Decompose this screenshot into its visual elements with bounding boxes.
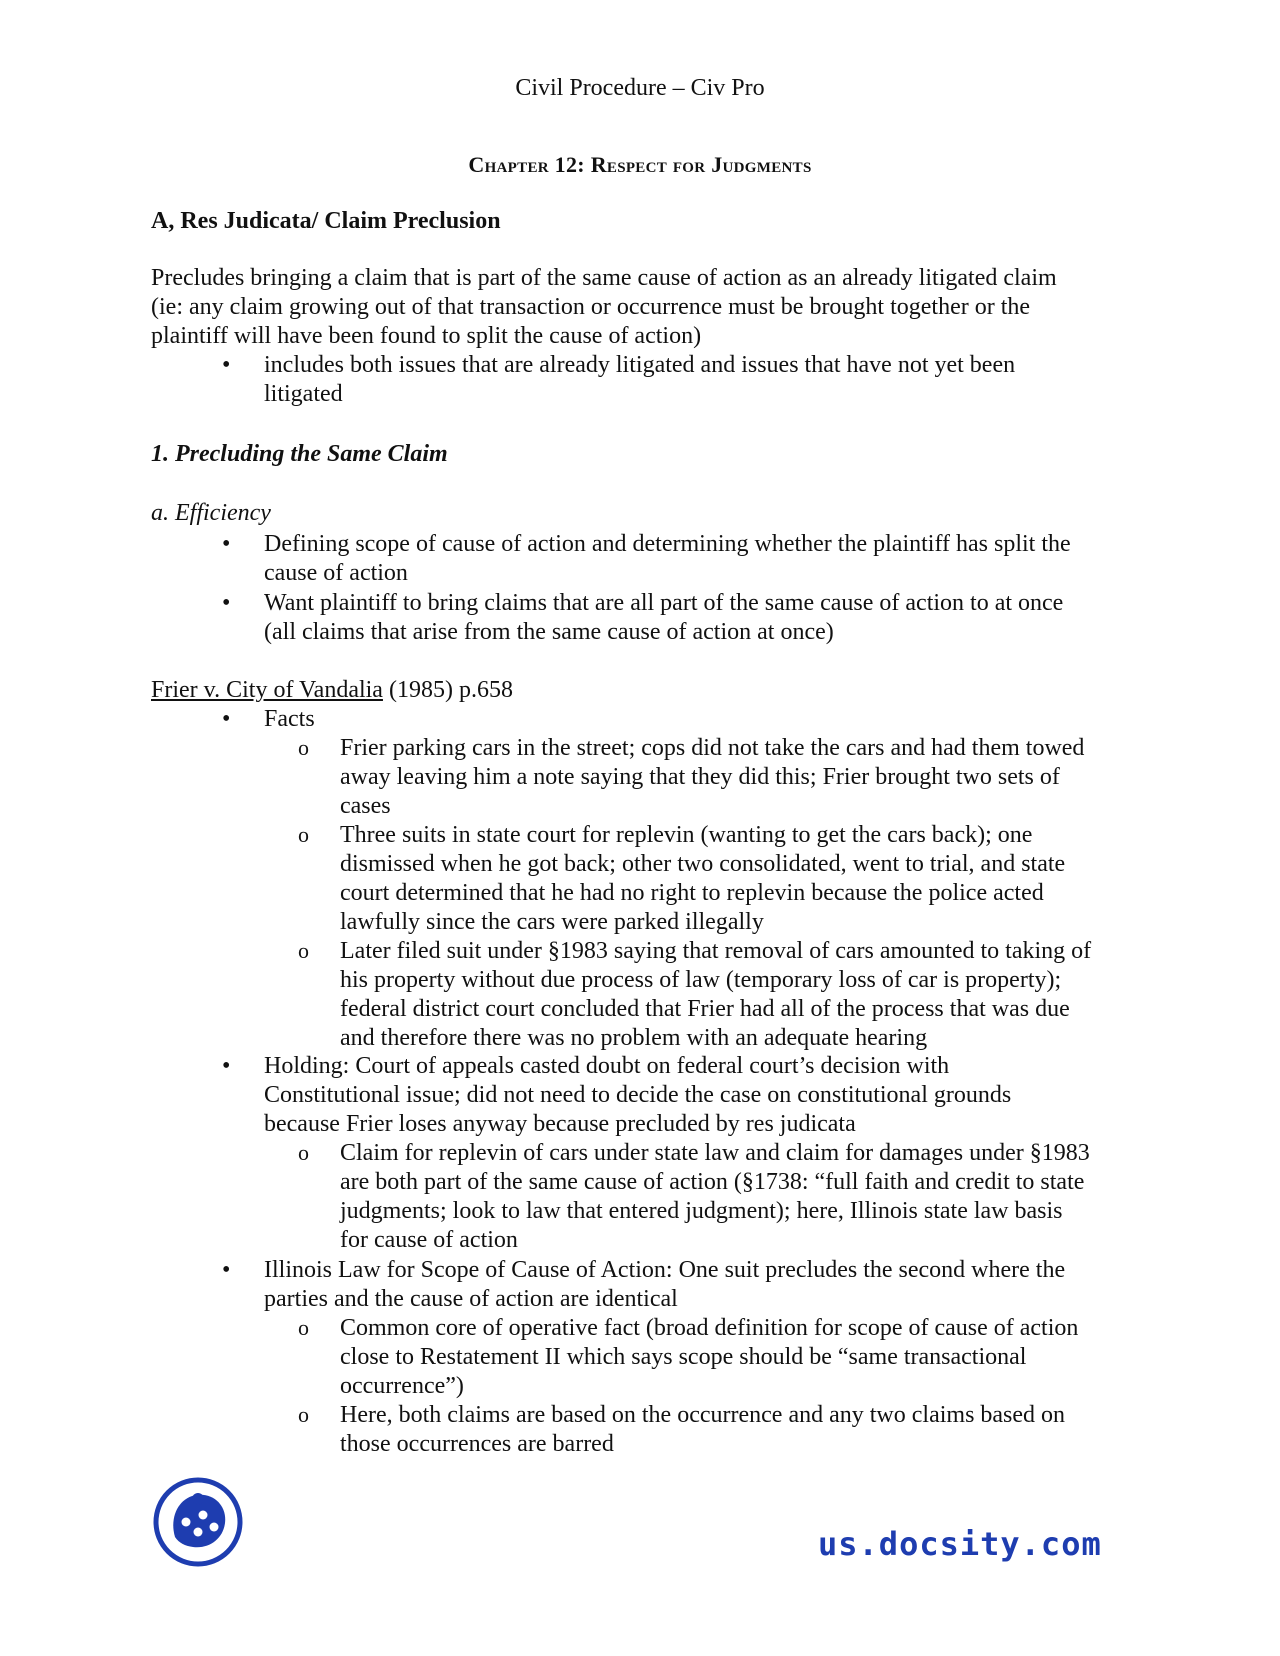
fact-line: lawfully since the cars were parked illegally xyxy=(340,909,764,935)
chapter-title: Chapter 12: Respect for Judgments xyxy=(468,152,812,177)
fact-line: Frier parking cars in the street; cops did not take the cars and had them towed xyxy=(340,735,1085,761)
illinois-sub-line: Common core of operative fact (broad definition for scope of cause of action xyxy=(340,1315,1079,1341)
bullet-line: Defining scope of cause of action and determining whether the plaintiff has split the xyxy=(264,531,1071,557)
page-header: Civil Procedure – Civ Pro xyxy=(515,75,765,101)
sub-bullet-marker: o xyxy=(298,822,309,847)
illinois-sub-line: close to Restatement II which says scope should be “same transactional xyxy=(340,1344,1027,1370)
bullet-marker: • xyxy=(222,352,231,378)
fact-line: away leaving him a note saying that they did this; Frier brought two sets of xyxy=(340,764,1060,790)
holding-sub-line: for cause of action xyxy=(340,1227,518,1253)
sub-bullet-marker: o xyxy=(298,1315,309,1340)
fact-line: his property without due process of law (temporary loss of car is property); xyxy=(340,967,1062,993)
holding-line: Holding: Court of appeals casted doubt on federal court’s decision with xyxy=(264,1053,950,1079)
case-name: Frier v. City of Vandalia xyxy=(151,677,383,703)
heading-precluding-same-claim: 1. Precluding the Same Claim xyxy=(151,441,448,467)
holding-sub-line: are both part of the same cause of action (§1738: “full faith and credit to state xyxy=(340,1169,1085,1195)
illinois-line: Illinois Law for Scope of Cause of Action: One suit precludes the second where the xyxy=(264,1257,1066,1283)
illinois-sub-line: those occurrences are barred xyxy=(340,1431,614,1457)
intro-paragraph xyxy=(151,264,1111,351)
fact-line: federal district court concluded that Frier had all of the process that was due xyxy=(340,996,1070,1022)
bullet-line: includes both issues that are already litigated and issues that have not yet been xyxy=(264,352,1016,378)
section-a-heading: A, Res Judicata/ Claim Preclusion xyxy=(151,208,501,234)
case-cite: (1985) p.658 xyxy=(382,677,513,703)
holding-line: Constitutional issue; did not need to decide the case on constitutional grounds xyxy=(264,1082,1012,1108)
docsity-watermark: us.docsity.com xyxy=(818,1525,1102,1563)
bullet-marker: • xyxy=(222,1257,231,1283)
case-citation xyxy=(151,676,513,705)
bullet-marker: • xyxy=(222,531,231,557)
bullet-marker: • xyxy=(222,706,231,732)
bullet-line: cause of action xyxy=(264,560,408,586)
illinois-line: parties and the cause of action are identical xyxy=(264,1286,678,1312)
bullet-line: (all claims that arise from the same cause of action at once) xyxy=(264,619,834,645)
intro-line: plaintiff will have been found to split the cause of action) xyxy=(151,323,702,349)
holding-line: because Frier loses anyway because precluded by res judicata xyxy=(264,1111,856,1137)
fact-line: and therefore there was no problem with an adequate hearing xyxy=(340,1025,928,1051)
sub-bullet-marker: o xyxy=(298,1140,309,1165)
intro-line: Precludes bringing a claim that is part of the same cause of action as an already litigated claim xyxy=(151,265,1057,291)
sub-bullet-marker: o xyxy=(298,938,309,963)
holding-sub-line: Claim for replevin of cars under state law and claim for damages under §1983 xyxy=(340,1140,1090,1166)
bullet-marker: • xyxy=(222,1053,231,1079)
fact-line: Later filed suit under §1983 saying that removal of cars amounted to taking of xyxy=(340,938,1092,964)
holding-sub-line: judgments; look to law that entered judgment); here, Illinois state law basis xyxy=(340,1198,1063,1224)
illinois-sub-line: occurrence”) xyxy=(340,1373,464,1399)
intro-line: (ie: any claim growing out of that transaction or occurrence must be brought together or the xyxy=(151,294,1031,320)
heading-efficiency: a. Efficiency xyxy=(151,500,271,526)
bullet-line: litigated xyxy=(264,381,343,407)
facts-label: Facts xyxy=(264,706,315,732)
fact-line: cases xyxy=(340,793,391,819)
bullet-marker: • xyxy=(222,590,231,616)
fact-line: dismissed when he got back; other two consolidated, went to trial, and state xyxy=(340,851,1066,877)
bullet-line: Want plaintiff to bring claims that are all part of the same cause of action to at once xyxy=(264,590,1064,616)
sub-bullet-marker: o xyxy=(298,1402,309,1427)
fact-line: Three suits in state court for replevin (wanting to get the cars back); one xyxy=(340,822,1033,848)
docsity-logo-icon xyxy=(153,1477,243,1567)
fact-line: court determined that he had no right to replevin because the police acted xyxy=(340,880,1044,906)
illinois-sub-line: Here, both claims are based on the occurrence and any two claims based on xyxy=(340,1402,1066,1428)
sub-bullet-marker: o xyxy=(298,735,309,760)
